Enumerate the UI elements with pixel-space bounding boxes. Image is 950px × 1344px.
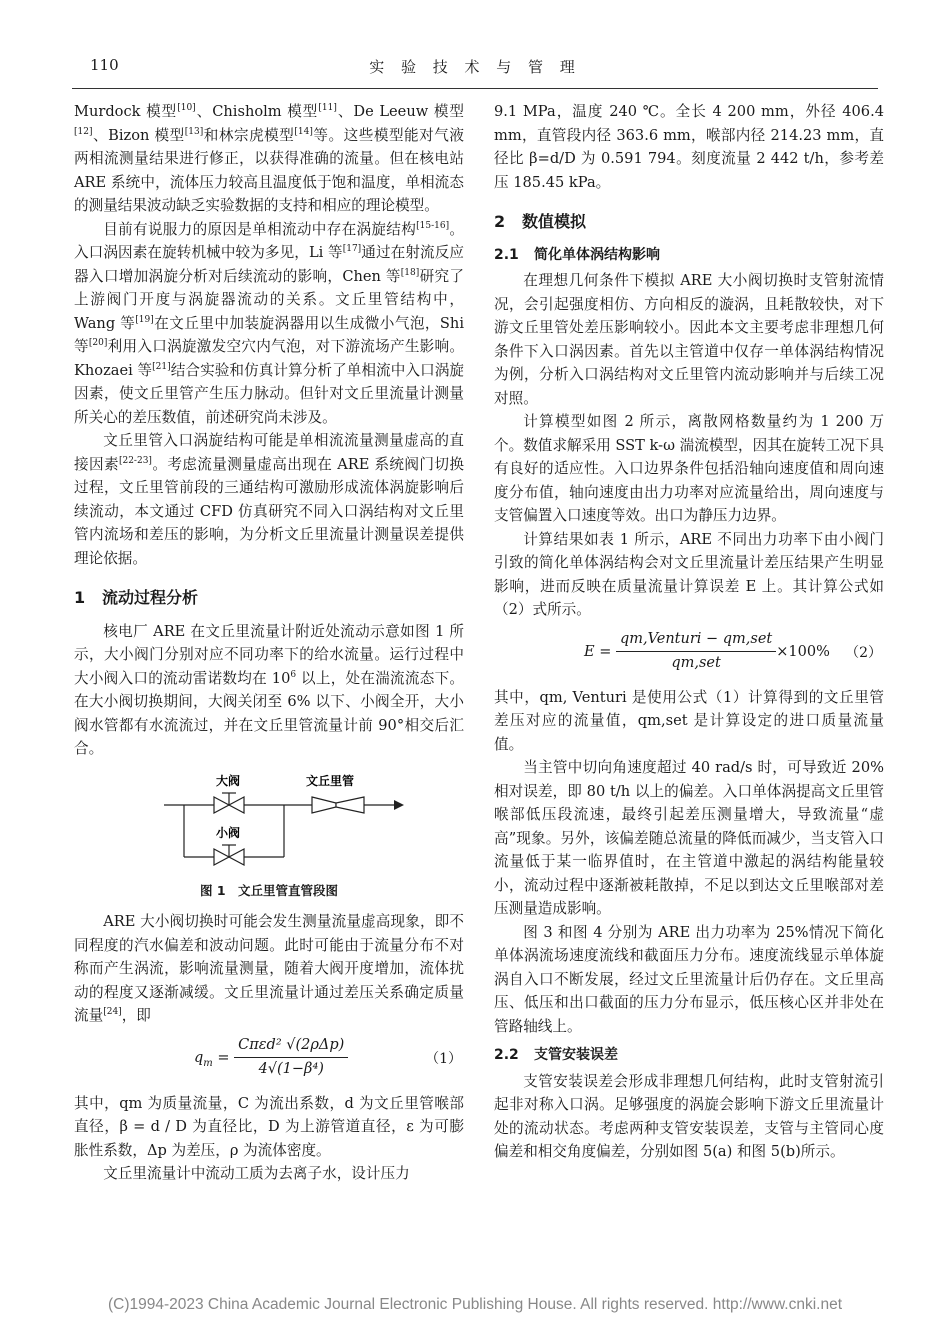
pipe-schematic (74, 767, 464, 877)
venturi-icon (312, 797, 364, 813)
paragraph: 其中，qm, Venturi 是使用公式（1）计算得到的文丘里管差压对应的流量值，qm,set 是计算设定的进口质量流量值。 (494, 688, 884, 753)
header-rule (72, 88, 878, 89)
label-big-valve: 大阀 (216, 773, 241, 788)
paragraph: 目前有说服力的原因是单相流动中存在涡旋结构[15-16]。入口涡因素在旋转机械中较为多见，Li 等[17]通过在射流反应器入口增加涡旋分析对后续流动的影响，Chen 等[18]研究了上游阀门开度与涡旋器流动的关系。文丘里管结构中，Wang 等[19]在文丘里中加装旋涡器用以生成微小气泡，Shi 等[20]利用入口涡旋激发空穴内气泡，对下游流场产生影响。Khozaei 等[21]结合实验和仿真计算分析了单相流中入口涡旋因素，使文丘里管产生压力脉动。但针对文丘里流量计测量所关心的差压数值，前述研究尚未涉及。 (74, 220, 464, 426)
flow-arrow-icon (394, 800, 404, 810)
journal-title: 实 验 技 术 与 管 理 (369, 58, 581, 76)
big-valve-icon (214, 793, 244, 813)
paragraph: 其中，qm 为质量流量，C 为流出系数，d 为文丘里管喉部直径，β = d / D 为直径比，D 为上游管道直径，ε 为可膨胀性系数，Δp 为差压，ρ 为流体密度。 (74, 1094, 464, 1159)
paragraph: 在理想几何条件下模拟 ARE 大小阀切换时支管射流情况，会引起强度相仿、方向相反的漩涡，且耗散较快，对下游文丘里管处差压影响较小。因此本文主要考虑非理想几何条件下入口涡因素。首先以主管道中仅存一单体涡结构情况为例，分析入口涡结构对文丘里管内流动影响并与后续工况对照。 (494, 272, 884, 407)
paragraph: 计算模型如图 2 所示，离散网格数量约为 1 200 万个。数值求解采用 SST k-ω 湍流模型，因其在旋转工况下具有良好的适应性。入口边界条件包括沿轴向速度值和周向速度分布值，轴向速度由出力功率对应流量给出，周向速度与支管偏置入口速度等效。出口为静压力边界。 (494, 413, 884, 524)
label-small-valve: 小阀 (216, 825, 241, 840)
paragraph: 支管安装误差会形成非理想几何结构，此时支管射流引起非对称入口涡。足够强度的涡旋会影响下游文丘里流量计处的流动状态。考虑两种支管安装误差，支管与主管同心度偏差和相交角度偏差，分别如图 5(a) 和图 5(b)所示。 (494, 1072, 884, 1160)
paragraph: 文丘里流量计中流动工质为去离子水，设计压力 (103, 1165, 410, 1182)
label-venturi: 文丘里管 (306, 773, 355, 788)
paragraph: Murdock 模型[10]、Chisholm 模型[11]、De Leeuw 模型[12]、Bizon 模型[13]和林宗虎模型[14]等。这些模型能对气液两相流测量结果进行修正，以获得准确的流量。但在核电站 ARE 系统中，流体压力较高且温度低于饱和温度，单相流态的测量结果波动缺乏实验数据的支持和相应的理论模型。 (74, 103, 464, 214)
paragraph: 9.1 MPa，温度 240 ℃。全长 4 200 mm，外径 406.4 mm，直管段内径 363.6 mm，喉部内径 214.23 mm，直径比 β=d/D 为 0.591 794。刻度流量 2 442 t/h，参考差压 185.45 kPa。 (494, 103, 884, 191)
running-header (0, 56, 950, 78)
paragraph: 图 3 和图 4 分别为 ARE 出力功率为 25%情况下简化单体涡流场速度流线和截面压力分布。速度流线显示单体旋涡自入口不断发展，经过文丘里流量计后仍存在。文丘里高压、低压和出口截面的压力分布显示，低压核心区并非处在管路轴线上。 (494, 923, 884, 1035)
subsection-heading: 2.1 简化单体涡结构影响 (494, 246, 660, 263)
small-valve-icon (214, 845, 244, 865)
equation-1: $q_m$ = $\frac{\text{Cπεd² √(2ρΔp)}}{\text{4√(1−β⁴)}}$ （1） (74, 1032, 464, 1088)
paragraph: 当主管中切向角速度超过 40 rad/s 时，可导致近 20%相对误差，即 80 t/h 以上的偏差。入口单体涡提高文丘里管喉部低压段流速，最终引起差压测量增大，导致流量“虚高”现象。另外，该偏差随总流量的降低而减少，当支管入口流量低于某一临界值时，在主管道中激起的涡结构能量较小，流动过程中逐渐被耗散掉，不足以到达文丘里喉部对差压测量造成影响。 (494, 759, 884, 917)
paragraph: 核电厂 ARE 在文丘里流量计附近处流动示意如图 1 所示，大小阀门分别对应不同功率下的给水流量。运行过程中大小阀入口的流动雷诺数均在 $10^6$ 以上，处在湍流流态下。在大小阀切换期间，大阀关闭至 6% 以下、小阀全开，大小阀水管都有水流流过，并在文丘里管流量计前 90°相交后汇合。 (74, 622, 465, 757)
section-heading: 1 流动过程分析 (74, 588, 199, 607)
section-heading: 2 数值模拟 (494, 212, 587, 231)
subsection-heading: 2.2 支管安装误差 (494, 1047, 618, 1063)
paragraph: 文丘里管入口涡旋结构可能是单相流流量测量虚高的直接因素[22-23]。考虑流量测量虚高出现在 ARE 系统阀门切换过程，文丘里管前段的三通结构可激励形成流体涡旋影响后续流动，本文通过 CFD 仿真研究不同入口涡结构对文丘里管内流场和差压的影响，为分析文丘里流量计测量误差提供理论依据。 (74, 432, 464, 567)
paragraph: 计算结果如表 1 所示，ARE 不同出力功率下由小阀门引致的简化单体涡结构会对文丘里流量计差压结果产生明显影响，进而反映在质量流量计算误差 E 上。其计算公式如（2）式所示。 (494, 530, 884, 618)
equation-2: E = $\frac{\text{qm,Venturi − qm,set}}{\text{qm,set}}$ ×100% （2） (494, 626, 884, 682)
left-column (74, 100, 464, 1186)
figure-1-caption: 图 1 文丘里管直管段图 (199, 882, 339, 898)
page-number: 110 (90, 56, 119, 74)
copyright-footer: (C)1994-2023 China Academic Journal Electronic Publishing House. All rights reserved. http://www.cnki.net (107, 1296, 843, 1313)
right-column (494, 100, 884, 1164)
figure-1-diagram (74, 767, 464, 877)
paragraph: ARE 大小阀切换时可能会发生测量流量虚高现象，即不同程度的汽水偏差和波动问题。此时可能由于流量分布不对称而产生涡流，影响流量测量，随着大阀开度增加，流体扰动的程度又逐渐减缓。文丘里流量计通过差压关系确定质量流量[24]，即 (74, 913, 464, 1024)
